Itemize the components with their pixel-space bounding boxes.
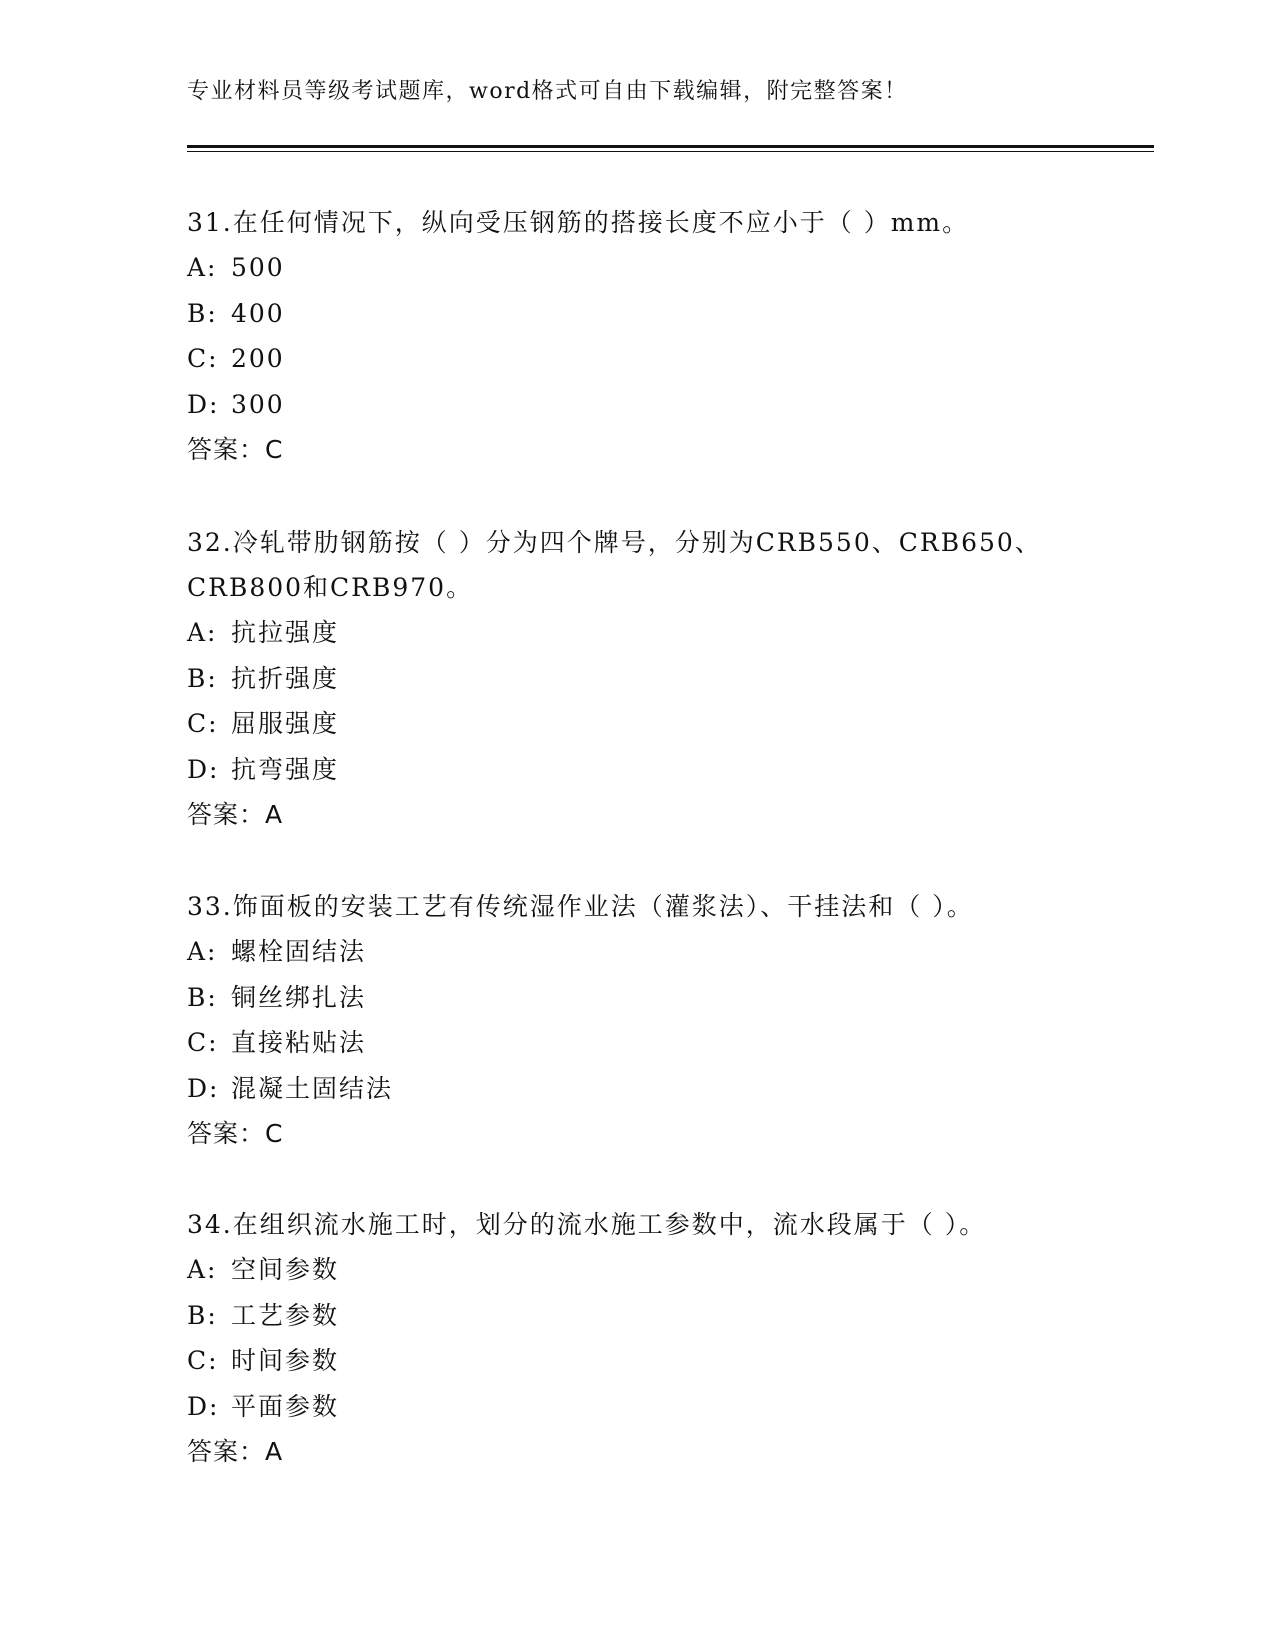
- option-text: 抗拉强度: [231, 618, 340, 647]
- option-text: 铜丝绑扎法: [231, 982, 367, 1012]
- option-text: 屈服强度: [231, 709, 340, 738]
- option-text: 200: [231, 344, 285, 373]
- question-text: 34.在组织流水施工时，划分的流水施工参数中，流水段属于（ ）。: [187, 1210, 987, 1239]
- option-letter: B:: [187, 663, 218, 693]
- option-letter: D:: [187, 389, 220, 419]
- option-letter: A:: [187, 1255, 218, 1284]
- option-text: 直接粘贴法: [231, 1028, 367, 1057]
- option-d: [187, 1384, 1087, 1430]
- question-31: [187, 200, 1087, 473]
- option-b: [187, 1293, 1087, 1339]
- option-letter: D:: [187, 754, 220, 784]
- question-34: [187, 1202, 1087, 1475]
- option-text: 500: [231, 253, 285, 282]
- option-letter: D:: [187, 1073, 220, 1103]
- page-header: 专业材料员等级考试题库，word格式可自由下载编辑，附完整答案！: [187, 79, 908, 104]
- option-text: 平面参数: [231, 1391, 340, 1421]
- option-c: [187, 1338, 1087, 1384]
- option-a: [187, 610, 1047, 656]
- option-c: [187, 336, 1087, 382]
- question-33: [187, 884, 1087, 1157]
- option-d: [187, 382, 1087, 428]
- answer-line: 答案：A: [187, 1437, 284, 1466]
- option-letter: D:: [187, 1391, 220, 1421]
- option-text: 抗折强度: [231, 663, 340, 693]
- option-letter: A:: [187, 618, 218, 647]
- option-letter: C:: [187, 344, 219, 373]
- option-text: 工艺参数: [231, 1300, 340, 1330]
- option-c: [187, 701, 1047, 747]
- option-d: [187, 747, 1047, 793]
- question-text: 31.在任何情况下，纵向受压钢筋的搭接长度不应小于（ ）mm。: [187, 208, 970, 237]
- option-text: 300: [231, 389, 285, 419]
- option-d: [187, 1066, 1087, 1112]
- question-text: 33.饰面板的安装工艺有传统湿作业法（灌浆法）、干挂法和（ ）。: [187, 892, 974, 921]
- option-a: [187, 929, 1087, 975]
- option-text: 时间参数: [231, 1346, 340, 1375]
- option-c: [187, 1020, 1087, 1066]
- answer-line: 答案：A: [187, 800, 284, 829]
- answer-line: 答案：C: [187, 435, 284, 464]
- question-text: 32.冷轧带肋钢筋按（ ）分为四个牌号，分别为CRB550、CRB650、CRB800和CRB970。: [187, 528, 1042, 602]
- option-text: 螺栓固结法: [231, 937, 367, 966]
- option-letter: C:: [187, 1028, 219, 1057]
- option-b: [187, 975, 1087, 1021]
- answer-line: 答案：C: [187, 1119, 284, 1148]
- option-b: [187, 291, 1087, 337]
- option-b: [187, 656, 1047, 702]
- option-letter: B:: [187, 982, 218, 1012]
- option-a: [187, 1247, 1087, 1293]
- option-letter: C:: [187, 1346, 219, 1375]
- option-a: [187, 245, 1087, 291]
- option-letter: A:: [187, 937, 218, 966]
- option-text: 抗弯强度: [231, 754, 340, 784]
- option-letter: C:: [187, 709, 219, 738]
- question-32: [187, 520, 1047, 838]
- option-letter: B:: [187, 1300, 218, 1330]
- option-letter: B:: [187, 298, 218, 328]
- option-text: 400: [231, 298, 285, 328]
- header-divider: [187, 145, 1154, 152]
- option-letter: A:: [187, 253, 218, 282]
- option-text: 空间参数: [231, 1255, 340, 1284]
- option-text: 混凝土固结法: [231, 1073, 394, 1103]
